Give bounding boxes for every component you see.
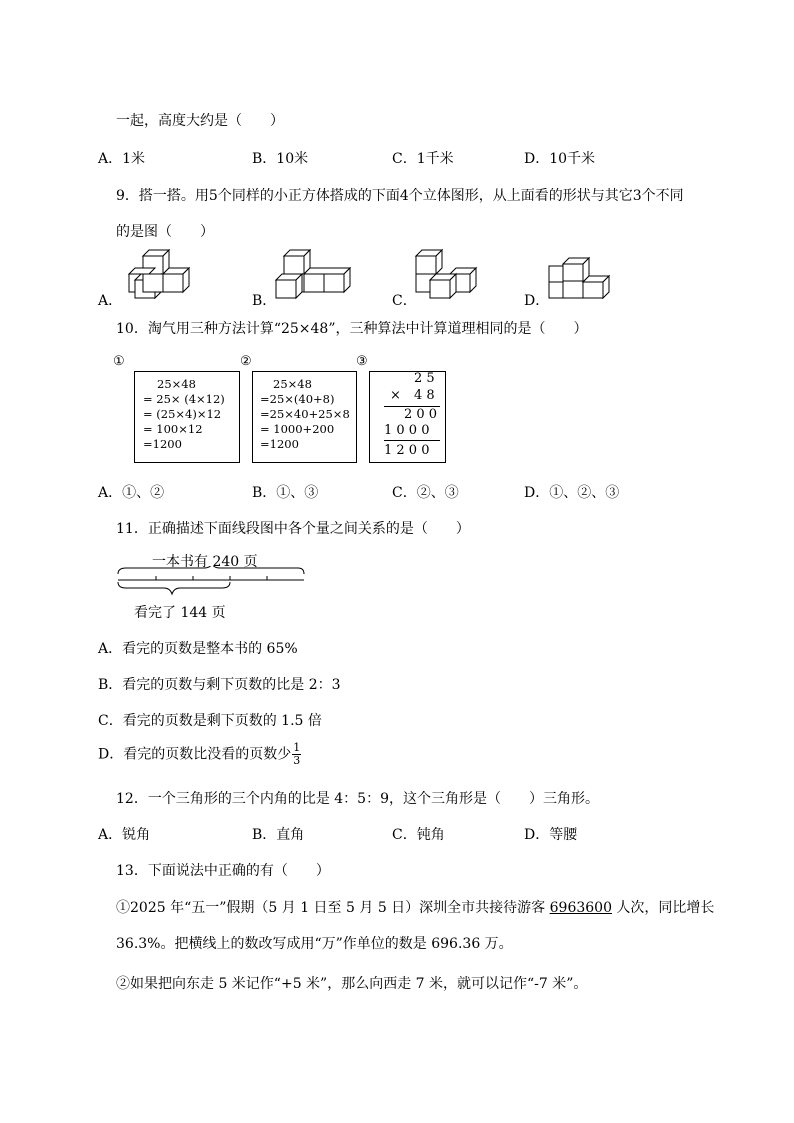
q9-label-b: B． [252,293,277,309]
q10-mark-1: ① [113,354,125,369]
q10-m2-line5: =1200 [260,437,299,451]
q13-stem: 13．下面说法中正确的有（ ） [116,863,330,879]
q9-figure-c [410,248,490,304]
q8-option-b: B．10米 [252,151,309,167]
q10-m2-line2: =25×(40+8) [260,392,335,406]
q10-m1-line1: 25×48 [157,377,196,391]
q11-option-d [98,742,301,767]
q13-s1-post: 人次，同比增长 [611,900,715,916]
q13-statement-1-line1 [116,897,714,917]
q10-option-b: B．①、③ [252,485,319,501]
q9-label-c: C． [392,293,417,309]
q10-m3-row5: 1 2 0 0 [384,443,430,458]
q10-m3-row2: 4 8 [414,388,435,403]
q11-option-c: C．看完的页数是剩下页数的 1.5 倍 [98,713,322,729]
q12-option-d: D．等腰 [524,827,578,843]
q9-label-d: D． [524,293,550,309]
q11-option-a: A．看完的页数是整本书的 65% [98,641,298,657]
q8-option-c: C．1千米 [392,151,454,167]
q10-m3-times: × [390,388,401,403]
q10-m2-line3: =25×40+25×8 [260,407,350,421]
q9-stem-line1: 9．搭一搭。用5个同样的小正方体搭成的下面4个立体图形，从上面看的形状与其它3个不同 [116,188,684,204]
q11-fraction-denominator: 3 [293,754,301,767]
q13-s1-underlined-number: 6963600 [549,900,612,916]
q11-stem: 11．正确描述下面线段图中各个量之间关系的是（ ） [116,521,470,537]
q10-m3-row1: 2 5 [414,371,435,386]
q12-option-b: B．直角 [252,827,305,843]
q11-option-d-text: D．看完的页数比没看的页数少 [98,746,292,763]
q12-stem: 12．一个三角形的三个内角的比是 4：5：9，这个三角形是（ ）三角形。 [116,791,599,807]
q9-figure-a [115,248,195,304]
q8-option-a: A．1米 [98,151,146,167]
q10-option-c: C．②、③ [392,485,459,501]
q10-m2-line1: 25×48 [273,377,312,391]
q10-method3-box [369,371,446,463]
q11-fraction-numerator: 1 [293,741,301,754]
q10-m1-line5: =1200 [143,437,182,451]
q13-s1-pre: ①2025 年“五一”假期（5 月 1 日至 5 月 5 日）深圳全市共接待游客 [116,900,550,916]
q13-statement-1-line2: 36.3%。把横线上的数改写成用“万”作单位的数是 696.36 万。 [116,936,513,952]
q10-m3-rule2 [384,440,440,441]
q11-diagram-top-label: 一本书有 240 页 [152,554,258,570]
q10-m2-line4: = 1000+200 [260,422,335,436]
q10-method1-box [134,371,240,463]
q10-method2-box [252,371,357,463]
q9-figure-d [545,250,615,304]
q9-stem-line2: 的是图（ ） [116,224,214,240]
q11-segment-diagram [112,566,312,602]
q10-stem: 10．淘气用三种方法计算“25×48”，三种算法中计算道理相同的是（ ） [116,321,588,337]
q12-option-a: A．锐角 [98,827,151,843]
q10-mark-3: ③ [356,354,368,369]
q8-option-d: D．10千米 [524,151,596,167]
q9-label-a: A． [98,293,123,309]
q9-figure-b [270,248,354,304]
q11-option-b: B．看完的页数与剩下页数的比是 2：3 [98,677,341,693]
q8-stem-tail: 一起，高度大约是（ ） [116,113,284,129]
q10-m1-line4: = 100×12 [143,422,203,436]
q10-m1-line2: = 25× (4×12) [143,392,225,406]
q11-diagram-bottom-label: 看完了 144 页 [134,605,226,621]
q12-option-c: C．钝角 [392,827,445,843]
q10-option-d: D．①、②、③ [524,485,620,501]
q10-option-a: A．①、② [98,485,165,501]
q10-m3-row3: 2 0 0 [404,407,438,422]
q13-statement-2: ②如果把向东走 5 米记作“+5 米”，那么向西走 7 米，就可以记作“-7 米”。 [116,976,588,992]
q10-m1-line3: = (25×4)×12 [143,407,222,421]
q10-m3-row4: 1 0 0 0 [384,423,430,438]
q10-mark-2: ② [240,354,252,369]
q11-option-d-fraction [292,742,301,767]
